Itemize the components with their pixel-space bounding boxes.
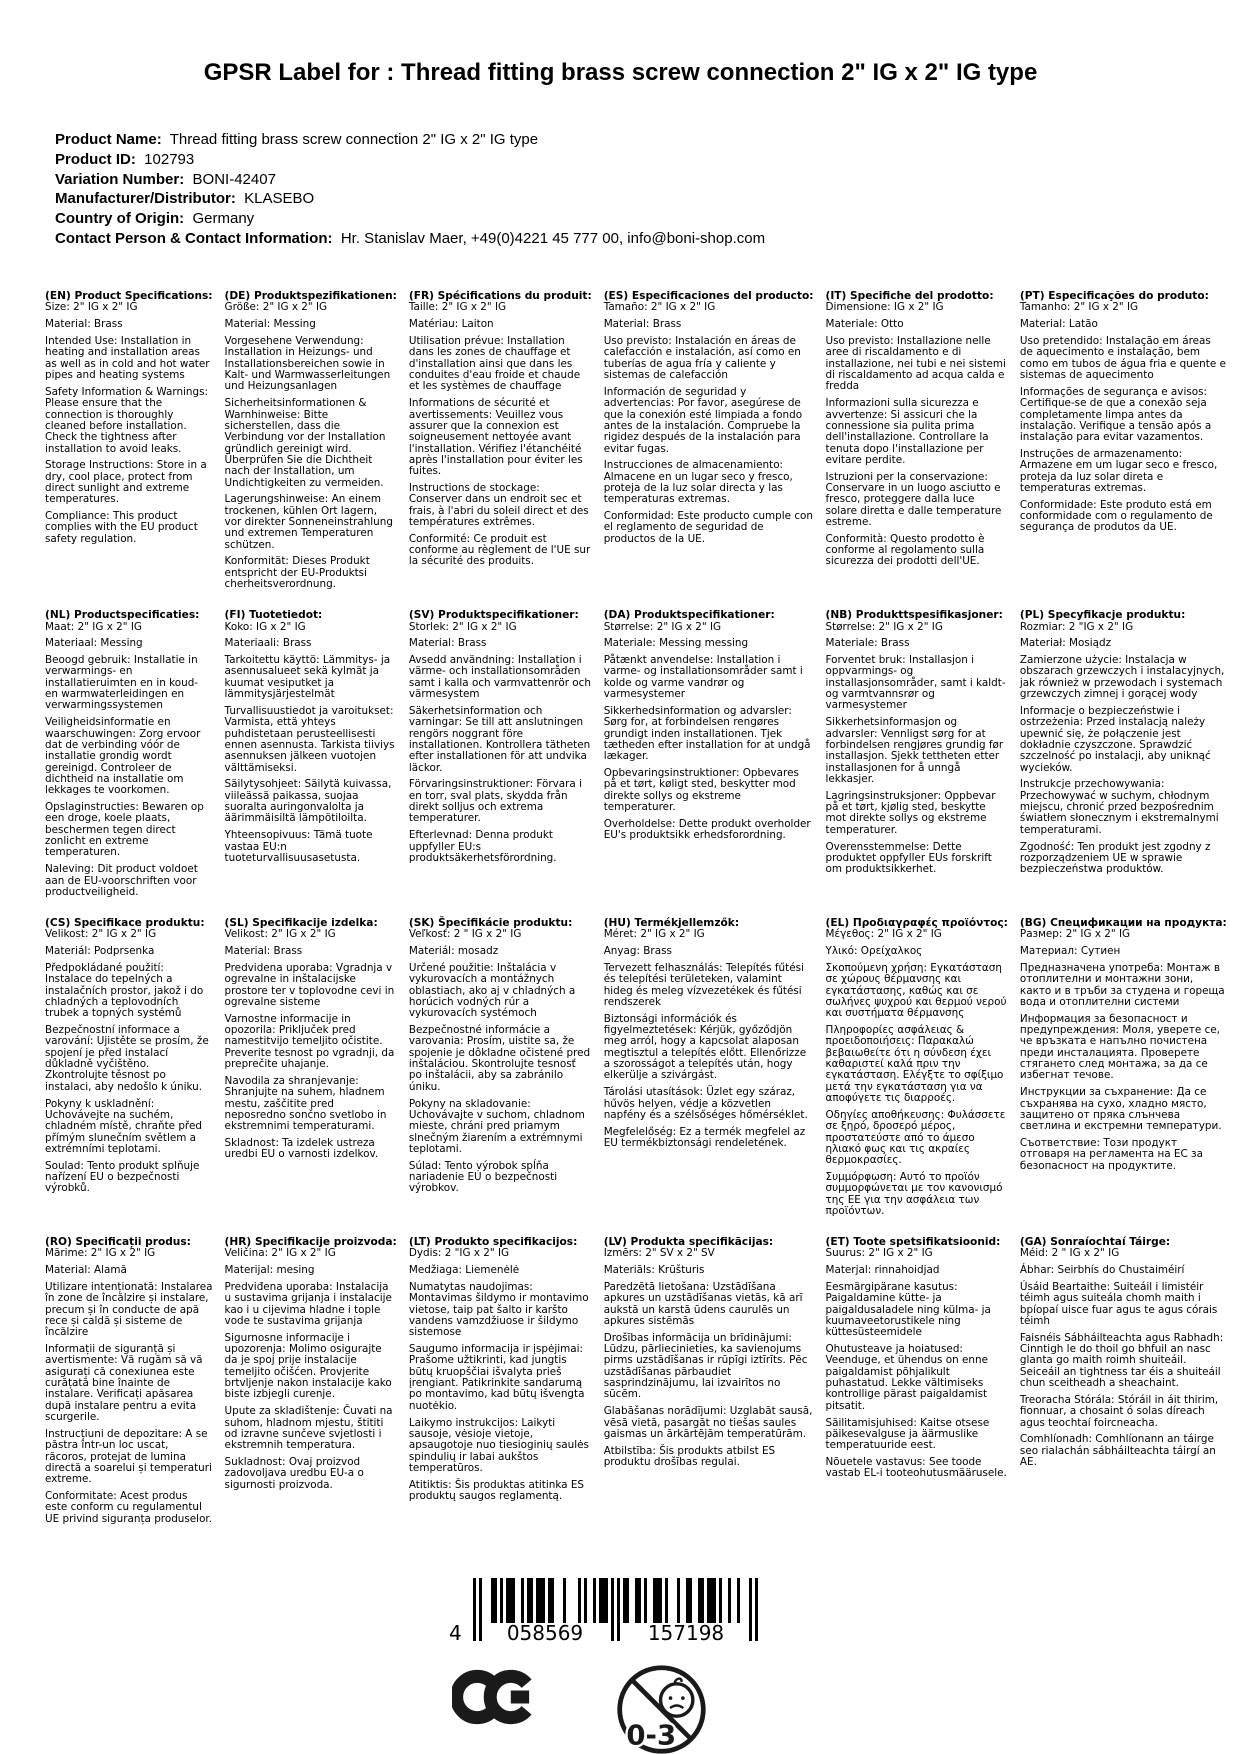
spec-paragraph: Comhlíonadh: Comhlíonann an táirge seo rialachán sábháilteachta táirgí an AE.: [1019, 1433, 1216, 1469]
spec-paragraph: Størrelse: 2" IG x 2" IG: [825, 620, 943, 633]
spec-paragraph: Material: Brass: [408, 637, 487, 650]
spec-paragraph: Påtænkt anvendelse: Installation i varme- og installationsområder samt i kolde og varme vandrør og varmesystemer: [603, 654, 803, 701]
spec-paragraph: Navodila za shranjevanje: Shranjujte na suhem, hladnem mestu, zaščitite pred neposredno sončno svetlobo in ekstremnimi temperaturami.: [224, 1074, 387, 1133]
spec-block-fi: [225, 610, 397, 870]
spec-paragraph: Größe: 2" IG x 2" IG: [224, 301, 328, 314]
spec-paragraph: Størrelse: 2" IG x 2" IG: [603, 620, 722, 633]
spec-paragraph: Dimensione: IG x 2" IG: [825, 301, 944, 314]
spec-paragraph: Dydis: 2 "IG x 2" IG: [408, 1247, 510, 1260]
spec-paragraph: Πληροφορίες ασφάλειας & προειδοποιήσεις: Παρακαλώ βεβαιωθείτε ότι η σύνδεση έχει καθαριστεί καλά πριν την εγκατάσταση. Ελέγξτε το σφίξιμο μετά την εγκατάσταση για να αποφύγετε τις διαρροές.: [825, 1024, 1004, 1105]
spec-paragraph: Uso previsto: Instalación en áreas de calefacción e instalación, así como en tuberías de agua fría y caliente y sistemas de calefacción: [603, 335, 801, 382]
spec-block-title: (EL) Προδιαγραφές προϊόντος:: [825, 916, 1008, 929]
spec-paragraph: Инструкции за съхранение: Да се съхранява на сухо, хладно място, защитено от пряка слънчева светлина и екстремни температури.: [1019, 1086, 1222, 1133]
spec-paragraph: Predviđena uporaba: Instalacija u sustavima grijanja i instalacije kao i u cijevima hladne i tople vode te sustavima grijanja: [224, 1281, 392, 1327]
spec-paragraph: Upute za skladištenje: Čuvati na suhom, hladnom mjestu, štititi od izravne sunčeve svjetlosti i ekstremnih temperatura.: [224, 1405, 393, 1452]
spec-paragraph: Paredzētā lietošana: Uzstādīšana apkures un uzstādīšanas vietās, kā arī aukstā un karstā ūdens caurulēs un apkures sistēmās: [603, 1281, 803, 1327]
barcode-digits-right: 157198: [647, 1621, 725, 1644]
spec-block-fr: [409, 291, 592, 573]
product-info-row: [55, 209, 1241, 229]
spec-paragraph: Предназначена употреба: Монтаж в отоплителни и монтажни зони, както и в тръби за студена и гореща вода и отоплителни системи: [1019, 961, 1225, 1008]
spec-paragraph: Säilytysohjeet: Säilytä kuivassa, viileässä paikassa, suojaa suoralta auringonvalolta ja äärimmäisiltä lämpötiloilta.: [224, 778, 392, 825]
spec-paragraph: Efterlevnad: Denna produkt uppfyller EU:s produktsäkerhetsförordning.: [408, 829, 557, 864]
spec-paragraph: Size: 2" IG x 2" IG: [45, 301, 138, 314]
spec-paragraph: Material: Brass: [45, 318, 123, 331]
spec-paragraph: Materiał: Mosiądz: [1019, 637, 1112, 650]
spec-block-cs: [45, 918, 213, 1200]
spec-paragraph: Tervezett felhasználás: Telepítés fűtési és telepítési területeken, valamint hideg és meleg vízvezetékek és fűtési rendszerek: [603, 961, 804, 1008]
spec-paragraph: Tamaño: 2" IG x 2" IG: [603, 301, 716, 314]
barcode-digits-left: 058569: [506, 1621, 584, 1644]
page-title: GPSR Label for : Thread fitting brass screw connection 2" IG x 2" IG type: [203, 59, 1038, 86]
ean13-barcode-icon: [447, 1578, 767, 1644]
spec-block-bg: [1020, 918, 1227, 1178]
spec-block-en: [45, 291, 213, 551]
spec-paragraph: Pokyny k uskladnění: Uchovávejte na suchém, chladném místě, chraňte před přímým slunečním světlem a extrémními teplotami.: [45, 1097, 202, 1155]
spec-block-pl: [1020, 610, 1227, 881]
spec-block-title: (HR) Specifikacije proizvoda:: [224, 1235, 397, 1248]
spec-paragraph: Materiál: Podprsenka: [45, 945, 155, 958]
spec-paragraph: Vorgesehene Verwendung: Installation in Heizungs- und Installationsbereichen sowie in Kalt- und Warmwasserleitungen und Heizungsanlagen: [224, 335, 391, 393]
spec-paragraph: Materijal: mesing: [224, 1264, 315, 1277]
spec-paragraph: Anyag: Brass: [603, 945, 672, 958]
spec-block-title: (FI) Tuotetiedot:: [224, 608, 323, 621]
spec-paragraph: Zgodność: Ten produkt jest zgodny z rozporządzeniem UE w sprawie bezpieczeństwa produktów.: [1019, 840, 1211, 876]
spec-paragraph: Instrucțiuni de depozitare: A se păstra într-un loc uscat, răcoros, protejat de lumina directă a soarelui și temperaturi extreme.: [45, 1427, 212, 1486]
spec-block-title: (SV) Produktspecifikationer:: [408, 608, 579, 621]
product-info-row: [55, 130, 1241, 150]
spec-paragraph: Méret: 2" IG x 2" IG: [603, 928, 705, 941]
spec-paragraph: Material: Latão: [1019, 318, 1098, 331]
spec-paragraph: Conformitate: Acest produs este conform cu regulamentul UE privind siguranța produselor.: [45, 1490, 213, 1525]
spec-paragraph: Turvallisuustiedot ja varoitukset: Varmista, että yhteys puhdistetaan perusteellisesti ennen asennusta. Tarkista tiiviys asennuksen jälkeen vuotojen välttämiseksi.: [224, 704, 395, 774]
spec-block-nb: [826, 610, 1008, 881]
spec-paragraph: Uso pretendido: Instalação em áreas de aquecimento e instalação, bem como em tubos de água fria e quente e sistemas de aquecimento: [1019, 335, 1226, 382]
spec-block-title: (IT) Specifiche del prodotto:: [825, 289, 994, 302]
spec-paragraph: Materiāls: Krūšturis: [603, 1264, 705, 1277]
spec-paragraph: Saugumo informacija ir įspėjimai: Prašome užtikrinti, kad jungtis būtų kruopščiai išvalyta prieš įrengiant. Patikrinkite sandarumą po montavimo, kad būtų išvengta nuotėkio.: [408, 1343, 585, 1412]
spec-block-title: (LV) Produkta specifikācijas:: [603, 1235, 774, 1248]
spec-paragraph: Opslaginstructies: Bewaren op een droge, koele plaats, beschermen tegen direct zonlicht en extreme temperaturen.: [45, 801, 204, 859]
compliance-symbols: [452, 1662, 709, 1754]
spec-paragraph: Материал: Сутиен: [1019, 945, 1121, 958]
product-info-label: Product Name:: [55, 131, 162, 149]
spec-paragraph: Materiale: Brass: [825, 637, 910, 650]
product-info-label: Country of Origin:: [55, 210, 185, 228]
spec-paragraph: Uso previsto: Installazione nelle aree di riscaldamento e di installazione, nei tubi e nei sistemi di riscaldamento ad acqua calda e fredda: [825, 335, 1006, 393]
spec-block-title: (SL) Specifikacije izdelka:: [224, 916, 378, 929]
spec-paragraph: Materiaal: Messing: [45, 637, 143, 650]
product-info-value: KLASEBO: [235, 190, 315, 208]
spec-block-nl: [45, 610, 213, 904]
spec-block-it: [826, 291, 1008, 573]
spec-block-title: (GA) Sonraíochtaí Táirge:: [1019, 1235, 1171, 1248]
spec-block-pt: [1020, 291, 1227, 539]
spec-paragraph: Drošības informācija un brīdinājumi: Lūdzu, pārliecinieties, ka savienojums pirms uzstādīšanas ir rūpīgi iztīrīts. Pēc uzstādīšanas pārbaudiet sasprindzinājumu, lai izvairītos no sūcēm.: [603, 1331, 808, 1401]
spec-paragraph: Opbevaringsinstruktioner: Opbevares på et tørt, køligt sted, beskytter mod direkte sollys og ekstreme temperaturer.: [603, 767, 799, 814]
spec-block-title: (NL) Productspecificaties:: [45, 608, 200, 621]
spec-paragraph: Velikost: 2" IG x 2" IG: [224, 928, 336, 941]
spec-paragraph: Instrucciones de almacenamiento: Almacene en un lugar seco y fresco, proteja de la luz solar directa y las temperaturas extremas.: [603, 459, 793, 506]
spec-paragraph: Megfelelőség: Ez a termék megfelel az EU termékbiztonsági rendeletének.: [603, 1125, 806, 1150]
spec-paragraph: Conformità: Questo prodotto è conforme al regolamento sulla sicurezza dei prodotti dell'UE.: [825, 532, 985, 568]
spec-paragraph: Förvaringsinstruktioner: Förvara i en torr, sval plats, skydda från direkt solljus och extrema temperaturer.: [408, 778, 582, 825]
age-range-label: 0-3: [626, 1719, 677, 1752]
spec-paragraph: Taille: 2" IG x 2" IG: [408, 301, 507, 314]
spec-paragraph: Naleving: Dit product voldoet aan de EU-voorschriften voor productveiligheid.: [45, 863, 198, 898]
spec-paragraph: Zamierzone użycie: Instalacja w obszarach grzewczych i instalacyjnych, jak również w przewodach i systemach grzewczych zimnej i gorącej wody: [1019, 654, 1225, 701]
spec-paragraph: Informazioni sulla sicurezza e avvertenze: Si assicuri che la connessione sia pulita prima dell'installazione. Controllare la tenuta dopo l'installazione per evitare perdite.: [825, 397, 989, 466]
product-info-value: BONI-42407: [184, 170, 276, 188]
spec-paragraph: Predvidena uporaba: Vgradnja v ogrevalne in inštalacijske prostore ter v toplovodne cevi in ogrevalne sisteme: [224, 961, 395, 1008]
spec-block-hr: [225, 1237, 397, 1497]
spec-paragraph: Nõuetele vastavus: See toode vastab EL-i tooteohutusmäärusele.: [825, 1456, 1007, 1480]
spec-block-title: (PL) Specyfikacje produktu:: [1019, 608, 1186, 621]
spec-paragraph: Sigurnosne informacije i upozorenja: Molimo osigurajte da je spoj prije instalacije temeljito očišćen. Provjerite brtvljenje nakon instalacije kako biste izbjegli curenje.: [224, 1331, 392, 1401]
spec-block-ga: [1020, 1237, 1227, 1474]
spec-paragraph: Forventet bruk: Installasjon i oppvarmings- og installasjonsområder, samt i kaldt- og varmtvannsrør og varmesystemer: [825, 654, 1006, 712]
barcode: [447, 1578, 767, 1649]
spec-block-title: (DE) Produktspezifikationen:: [224, 289, 397, 302]
spec-paragraph: Tarkoitettu käyttö: Lämmitys- ja asennusalueet sekä kylmät ja kuumat vesiputket ja lämmitysjärjestelmät: [224, 654, 391, 701]
spec-paragraph: Informacje o bezpieczeństwie i ostrzeżenia: Przed instalacją należy upewnić się, że połączenie jest dokładnie czyszczone. Sprawdzić szczelność po instalacji, aby uniknąć wycieków.: [1019, 704, 1211, 774]
spec-paragraph: Compliance: This product complies with the EU product safety regulation.: [45, 510, 198, 545]
spec-paragraph: Utilisation prévue: Installation dans les zones de chauffage et d'installation ainsi que dans les conduites d'eau froide et chaude et les systèmes de chauffage: [408, 335, 581, 393]
spec-paragraph: Koko: IG x 2" IG: [224, 620, 306, 633]
spec-block-sl: [225, 918, 397, 1166]
spec-block-title: (DA) Produktspecifikationer:: [603, 608, 775, 621]
spec-paragraph: Atbilstība: Šis produkts atbilst ES produktu drošības regulai.: [603, 1444, 776, 1469]
spec-paragraph: Medžiaga: Liemenėlė: [408, 1264, 520, 1277]
spec-block-title: (LT) Produkto specifikacijos:: [408, 1235, 578, 1248]
spec-block-title: (BG) Спецификации на продукта:: [1019, 916, 1227, 929]
spec-block-title: (RO) Specificații produs:: [45, 1235, 191, 1248]
spec-paragraph: Biztonsági információk és figyelmeztetések: Kérjük, győződjön meg arról, hogy a kapcsolat alaposan megtisztul a telepítés előtt. Ellenőrizze a szorosságot a telepítés után, hogy elkerülje a szivárgást.: [603, 1012, 807, 1082]
spec-paragraph: Overholdelse: Dette produkt overholder EU's produktsikk erhedsforordning.: [603, 817, 811, 842]
product-info-row: [55, 170, 1241, 190]
product-info-label: Product ID:: [55, 150, 136, 168]
spec-paragraph: Glabāšanas norādījumi: Uzglabāt sausā, vēsā vietā, pasargāt no tiešas saules gaismas un ārkārtējām temperatūrām.: [603, 1405, 813, 1440]
spec-paragraph: Safety Information & Warnings: Please ensure that the connection is thoroughly cleaned before installation. Check the tightness after installation to avoid leaks.: [45, 385, 209, 455]
spec-paragraph: Instructions de stockage: Conserver dans un endroit sec et frais, à l'abri du soleil direct et des températures extrêmes.: [408, 482, 589, 528]
spec-paragraph: Storlek: 2" IG x 2" IG: [408, 620, 517, 633]
spec-paragraph: Varnostne informacije in opozorila: Priključek pred namestitvijo temeljito očistite. Preverite tesnost po vgradnji, da preprečite uhajanje.: [224, 1012, 395, 1071]
spec-paragraph: Určené použitie: Inštalácia v vykurovacích a montážnych oblastiach, ako aj v chladných a horúcich vodných rúr a vykurovacích systémoch: [408, 961, 576, 1020]
spec-paragraph: Instrukcje przechowywania: Przechowywać w suchym, chłodnym miejscu, chronić przed bezpośrednim światłem słonecznym i ekstremalnymi temperaturami.: [1019, 778, 1219, 836]
spec-paragraph: Overensstemmelse: Dette produktet oppfyller EUs forskrift om produktsikkerhet.: [825, 840, 992, 876]
spec-paragraph: Atitiktis: Šis produktas atitinka ES produktų saugos reglamentą.: [408, 1478, 584, 1503]
spec-block-sk: [409, 918, 592, 1200]
product-info-value: Thread fitting brass screw connection 2" IG x 2" IG type: [161, 131, 539, 149]
spec-paragraph: Yhteensopivuus: Tämä tuote vastaa EU:n tuoteturvallisuusasetusta.: [224, 829, 373, 864]
spec-paragraph: Tárolási utasítások: Üzlet egy száraz, hűvös helyen, védje a közvetlen napfény és a szélsőséges hőmérséklet.: [603, 1086, 808, 1121]
product-info-value: Germany: [184, 210, 255, 228]
product-info-label: Contact Person & Contact Information:: [55, 230, 333, 248]
age-warning-0-3-icon: [614, 1662, 709, 1754]
spec-paragraph: Veľkosť: 2 " IG x 2" IG: [408, 928, 522, 941]
spec-paragraph: Storage Instructions: Store in a dry, cool place, protect from direct sunlight and extreme temperatures.: [45, 459, 207, 506]
spec-paragraph: Material: Brass: [603, 318, 682, 331]
spec-paragraph: Instruções de armazenamento: Armazene em um lugar seco e fresco, proteja da luz solar direta e temperaturas extremas.: [1019, 448, 1218, 494]
spec-paragraph: Suurus: 2" IG x 2" IG: [825, 1247, 933, 1260]
spec-paragraph: Съответствие: Този продукт отговаря на регламента на ЕС за безопасност на продуктите.: [1019, 1137, 1203, 1172]
spec-block-title: (HU) Termékjellemzők:: [603, 916, 740, 929]
spec-block-et: [826, 1237, 1008, 1485]
spec-block-title: (PT) Especificações do produto:: [1019, 289, 1209, 302]
spec-block-es: [604, 291, 814, 551]
spec-paragraph: Lagerungshinweise: An einem trockenen, kühlen Ort lagern, vor direkter Sonneneinstrahlung und extremen Temperaturen schützen.: [224, 493, 393, 551]
spec-block-title: (FR) Spécifications du produit:: [408, 289, 592, 302]
spec-paragraph: Intended Use: Installation in heating and installation areas as well as in cold and hot water pipes and heating systems: [45, 335, 210, 382]
spec-paragraph: Úsáid Beartaithe: Suiteáil i limistéir téimh agus suiteála chomh maith i bpíopaí uisce fuar agus te agus córais téimh: [1019, 1281, 1218, 1327]
product-info: [55, 130, 1241, 249]
spec-paragraph: Veličina: 2" IG x 2" IG: [224, 1247, 336, 1260]
spec-paragraph: Οδηγίες αποθήκευσης: Φυλάσσετε σε ξηρό, δροσερό μέρος, προστατεύστε από το άμεσο ηλιακό φως και τις ακραίες θερμοκρασίες.: [825, 1108, 1006, 1167]
barcode-digit-first: 4: [449, 1621, 462, 1644]
spec-block-sv: [409, 610, 592, 870]
spec-paragraph: Eesmärgipärane kasutus: Paigaldamine kütte- ja paigaldusaladele ning külma- ja kuumaveetorustikele ning küttesüsteemidele: [825, 1281, 991, 1339]
spec-paragraph: Rozmiar: 2 "IG x 2" IG: [1019, 620, 1134, 633]
spec-paragraph: Ohutusteave ja hoiatused: Veenduge, et ühendus on enne paigaldamist põhjalikult puhastatud. Lekke vältimiseks kontrollige pärast paigaldamist pitsatit.: [825, 1343, 988, 1412]
spec-paragraph: Předpokládané použití: Instalace do tepelných a instalačních prostor, jakož i do chladných a teplovodních trubek a topných systémů: [45, 961, 204, 1020]
spec-paragraph: Sukladnost: Ovaj proizvod zadovoljava uredbu EU-a o sigurnosti proizvoda.: [224, 1456, 364, 1491]
spec-paragraph: Mărime: 2" IG x 2" IG: [45, 1247, 156, 1260]
spec-paragraph: Izmērs: 2" SV x 2" SV: [603, 1247, 715, 1260]
spec-paragraph: Matériau: Laiton: [408, 318, 494, 331]
spec-paragraph: Informații de siguranță și avertismente: Vă rugăm să vă asigurați că conexiunea este curățată bine înainte de instalare. Verificați apăsarea după instalare pentru a evita scurgerile.: [45, 1343, 203, 1424]
spec-paragraph: Faisnéis Sábháilteachta agus Rabhadh: Cinntigh le do thoil go bhfuil an nasc glanta go maith roimh shuiteáil. Seiceáil an tightness tar éis a shuiteáil chun sceitheadh a sheachaint.: [1019, 1331, 1224, 1390]
spec-paragraph: Méid: 2 " IG x 2" IG: [1019, 1247, 1120, 1260]
spec-paragraph: Bezpečnostní informace a varování: Ujistěte se prosím, že spojení je před instalací důkladně vyčištěno. Zkontrolujte těsnost po instalaci, aby nedošlo k úniku.: [45, 1024, 209, 1093]
spec-paragraph: Información de seguridad y advertencias: Por favor, asegúrese de que la conexión esté limpiada a fondo antes de la instalación. Compruebe la rigidez después de la instalación para evitar fugas.: [603, 385, 803, 455]
spec-paragraph: Conformité: Ce produit est conforme au règlement de l'UE sur la sécurité des produits.: [408, 532, 591, 568]
spec-block-title: (ES) Especificaciones del producto:: [603, 289, 814, 302]
spec-paragraph: Materjal: rinnahoidjad: [825, 1264, 940, 1277]
spec-paragraph: Súlad: Tento výrobok spĺňa nariadenie EÚ o bezpečnosti výrobkov.: [408, 1159, 558, 1195]
spec-paragraph: Laikymo instrukcijos: Laikyti sausoje, vėsioje vietoje, apsaugotoje nuo tiesioginių saulės spindulių ir labai aukštos temperatūros.: [408, 1416, 589, 1474]
spec-block-title: (SK) Špecifikácie produktu:: [408, 916, 573, 929]
spec-paragraph: Konformität: Dieses Produkt entspricht der EU-Produktsi cherheitsverordnung.: [224, 555, 370, 591]
spec-block-title: (NB) Produkttspesifikasjoner:: [825, 608, 1003, 621]
spec-paragraph: Numatytas naudojimas: Montavimas šildymo ir montavimo vietose, taip pat šalto ir karšto vandens vamzdžiuose ir šildymo sistemose: [408, 1281, 589, 1339]
spec-paragraph: Sicherheitsinformationen & Warnhinweise: Bitte sicherstellen, dass die Verbindung vor der Installation gründlich gereinigt wird. Überprüfen Sie die Dichtheit nach der Installation, um Undichtigkeiten zu vermeiden.: [224, 397, 386, 489]
spec-paragraph: Materiale: Messing messing: [603, 637, 749, 650]
ce-mark-icon: [452, 1662, 536, 1732]
spec-paragraph: Σκοπούμενη χρήση: Εγκατάσταση σε χώρους θέρμανσης και εγκατάστασης, καθώς και σε σωλήνες ψυχρού και θερμού νερού και συστήματα θέρμανσης: [825, 961, 1007, 1020]
spec-paragraph: Tamanho: 2" IG x 2" IG: [1019, 301, 1139, 314]
spec-block-title: (EN) Product Specifications:: [45, 289, 213, 302]
spec-block-de: [225, 291, 397, 596]
spec-paragraph: Skladnost: Ta izdelek ustreza uredbi EU o varnosti izdelkov.: [224, 1137, 379, 1161]
spec-paragraph: Velikost: 2" IG x 2" IG: [45, 928, 157, 941]
product-info-row: [55, 150, 1241, 170]
spec-block-ro: [45, 1237, 213, 1531]
spec-paragraph: Material: Alamă: [45, 1264, 127, 1277]
spec-paragraph: Sikkerhetsinformasjon og advarsler: Vennligst sørg for at forbindelsen rengjøres grundig før installasjon. Sjekk tettheten etter installasjonen for å unngå lekkasjer.: [825, 716, 1004, 785]
spec-paragraph: Materiaali: Brass: [224, 637, 312, 650]
product-info-label: Variation Number:: [55, 170, 185, 188]
spec-paragraph: Ábhar: Seirbhís do Chustaiméirí: [1019, 1264, 1185, 1277]
spec-paragraph: Materiale: Otto: [825, 318, 904, 331]
spec-block-lt: [409, 1237, 592, 1508]
product-info-row: [55, 189, 1241, 209]
spec-paragraph: Размер: 2" IG x 2" IG: [1019, 928, 1131, 941]
product-info-value: Hr. Stanislav Maer, +49(0)4221 45 777 00, info@boni-shop.com: [332, 230, 766, 248]
spec-paragraph: Bezpečnostné informácie a varovania: Prosím, uistite sa, že spojenie je dôkladne očistené pred inštaláciou. Skontrolujte tesnosť po inštalácii, aby sa zabránilo úniku.: [408, 1024, 591, 1093]
spec-paragraph: Conformidad: Este producto cumple con el reglamento de seguridad de productos de la UE.: [603, 510, 813, 545]
spec-block-da: [604, 610, 814, 847]
spec-paragraph: Säilitamisjuhised: Kaitse otsese päikesevalguse ja äärmuslike temperatuuride eest.: [825, 1416, 990, 1452]
spec-paragraph: Informations de sécurité et avertissements: Veuillez vous assurer que la connexion est soigneusement nettoyée avant l'installation. Vérifiez l'étanchéité après l'installation pour éviter les fuites.: [408, 397, 583, 478]
spec-paragraph: Avsedd användning: Installation i värme- och installationsområden samt i kalla och varmvattenrör och värmesystem: [408, 654, 591, 701]
spec-paragraph: Beoogd gebruik: Installatie in verwarmings- en installatieruimten en in koud- en warmwaterleidingen en verwarmingssystemen: [45, 654, 199, 712]
spec-paragraph: Conformidade: Este produto está em conformidade com o regulamento de segurança de produtos da UE.: [1019, 498, 1213, 534]
spec-paragraph: Veiligheidsinformatie en waarschuwingen: Zorg ervoor dat de verbinding vóór de installatie grondig wordt gereinigd. Controleer de dichtheid na installatie om lekkages te voorkomen.: [45, 716, 201, 797]
spec-grid: [45, 289, 1227, 1531]
product-info-value: 102793: [135, 150, 195, 168]
spec-paragraph: Soulad: Tento produkt splňuje nařízení EU o bezpečnosti výrobků.: [45, 1159, 200, 1195]
spec-paragraph: Material: Messing: [224, 318, 316, 331]
spec-block-title: (CS) Specifikace produktu:: [45, 916, 205, 929]
spec-paragraph: Информация за безопасност и предупреждения: Моля, уверете се, че връзката е напълно почистена преди инсталацията. Проверете стягането след монтажа, за да се избегнат течове.: [1019, 1012, 1220, 1082]
product-info-row: [55, 229, 1241, 249]
spec-block-el: [826, 918, 1008, 1223]
spec-paragraph: Materiál: mosadz: [408, 945, 499, 958]
spec-paragraph: Μέγεθος: 2" IG x 2" IG: [825, 928, 942, 941]
spec-paragraph: Istruzioni per la conservazione: Conservare in un luogo asciutto e fresco, proteggere dalla luce solare diretta e dalle temperature estreme.: [825, 470, 1002, 528]
spec-block-lv: [604, 1237, 814, 1474]
spec-paragraph: Συμμόρφωση: Αυτό το προϊόν συμμορφώνεται με τον κανονισμό της ΕΕ για την ασφάλεια των προϊόντων.: [825, 1171, 1003, 1217]
spec-paragraph: Säkerhetsinformation och varningar: Se till att anslutningen rengörs noggrant före installationen. Kontrollera tätheten efter installationen för att undvika läckor.: [408, 704, 591, 774]
spec-paragraph: Pokyny na skladovanie: Uchovávajte v suchom, chladnom mieste, chráni pred priamym slnečným žiarením a extrémnymi teplotami.: [408, 1097, 585, 1155]
spec-paragraph: Utilizare intenționată: Instalarea în zone de încălzire și instalare, precum și în conducte de apă rece și caldă și sisteme de încălzire: [45, 1281, 213, 1339]
spec-paragraph: Informações de segurança e avisos: Certifique-se de que a conexão seja completamente limpa antes da instalação. Verifique a tensão após a instalação para evitar vazamentos.: [1019, 385, 1212, 444]
spec-block-hu: [604, 918, 814, 1155]
spec-block-title: (ET) Toote spetsifikatsioonid:: [825, 1235, 1001, 1248]
spec-paragraph: Material: Brass: [224, 945, 303, 958]
spec-paragraph: Lagringsinstruksjoner: Oppbevar på et tørt, kjølig sted, beskytte mot direkte sollys og ekstreme temperaturer.: [825, 789, 996, 836]
spec-paragraph: Υλικό: Ορείχαλκος: [825, 945, 923, 958]
spec-paragraph: Maat: 2" IG x 2" IG: [45, 620, 142, 633]
spec-paragraph: Treoracha Stórála: Stóráil in áit thirim, fionnuar, a chosaint ó solas díreach agus teochtaí foircneacha.: [1019, 1393, 1219, 1429]
spec-paragraph: Sikkerhedsinformation og advarsler: Sørg for, at forbindelsen rengøres grundigt inden installationen. Tjek tætheden efter installation for at undgå lækager.: [603, 704, 811, 763]
product-info-label: Manufacturer/Distributor:: [55, 190, 236, 208]
